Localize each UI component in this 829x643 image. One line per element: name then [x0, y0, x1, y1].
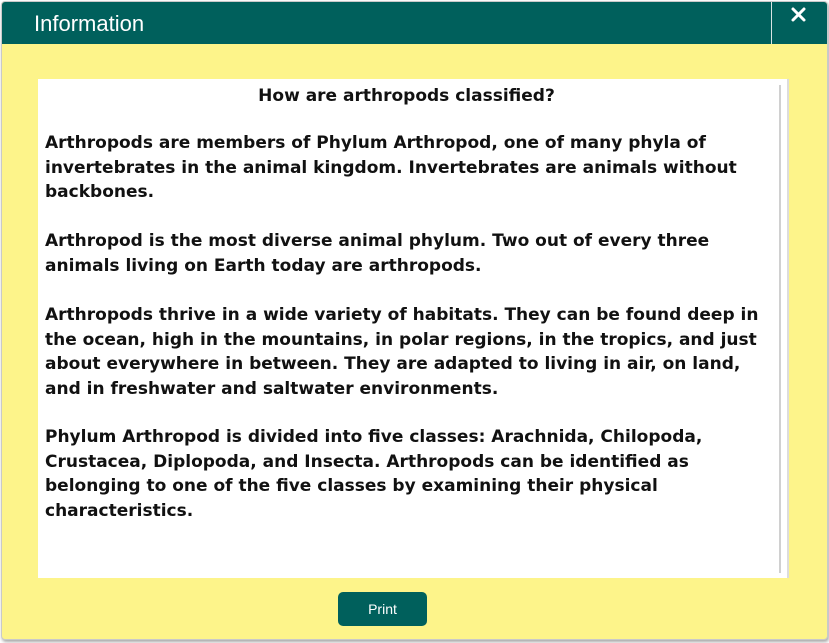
content-panel[interactable]	[38, 79, 789, 578]
dialog-titlebar	[2, 2, 827, 44]
paragraph-1: Arthropods are members of Phylum Arthropod, one of many phyla of invertebrates in the animal kingdom. Invertebrates are animals without backbones.	[45, 133, 737, 202]
scrollbar-track[interactable]	[779, 85, 781, 573]
information-dialog	[1, 1, 828, 640]
close-icon	[790, 6, 807, 23]
print-button[interactable]: Print	[338, 592, 427, 626]
close-button[interactable]	[771, 2, 827, 44]
paragraph-2: Arthropod is the most diverse animal phylum. Two out of every three animals living on Earth today are arthropods.	[45, 231, 710, 276]
paragraph-3: Arthropods thrive in a wide variety of habitats. They can be found deep in the ocean, high in the mountains, in polar regions, in the tropics, and just about everywhere in between. They are adapted to living in air, on land, and in freshwater and saltwater environments.	[45, 305, 759, 399]
content-heading: How are arthropods classified?	[258, 86, 555, 106]
paragraph-4: Phylum Arthropod is divided into five classes: Arachnida, Chilopoda, Crustacea, Diplopoda, and Insecta. Arthropods can be identified as belonging to one of the five classes by examining their physical characteristics.	[45, 427, 703, 521]
dialog-title: Information	[34, 11, 145, 36]
